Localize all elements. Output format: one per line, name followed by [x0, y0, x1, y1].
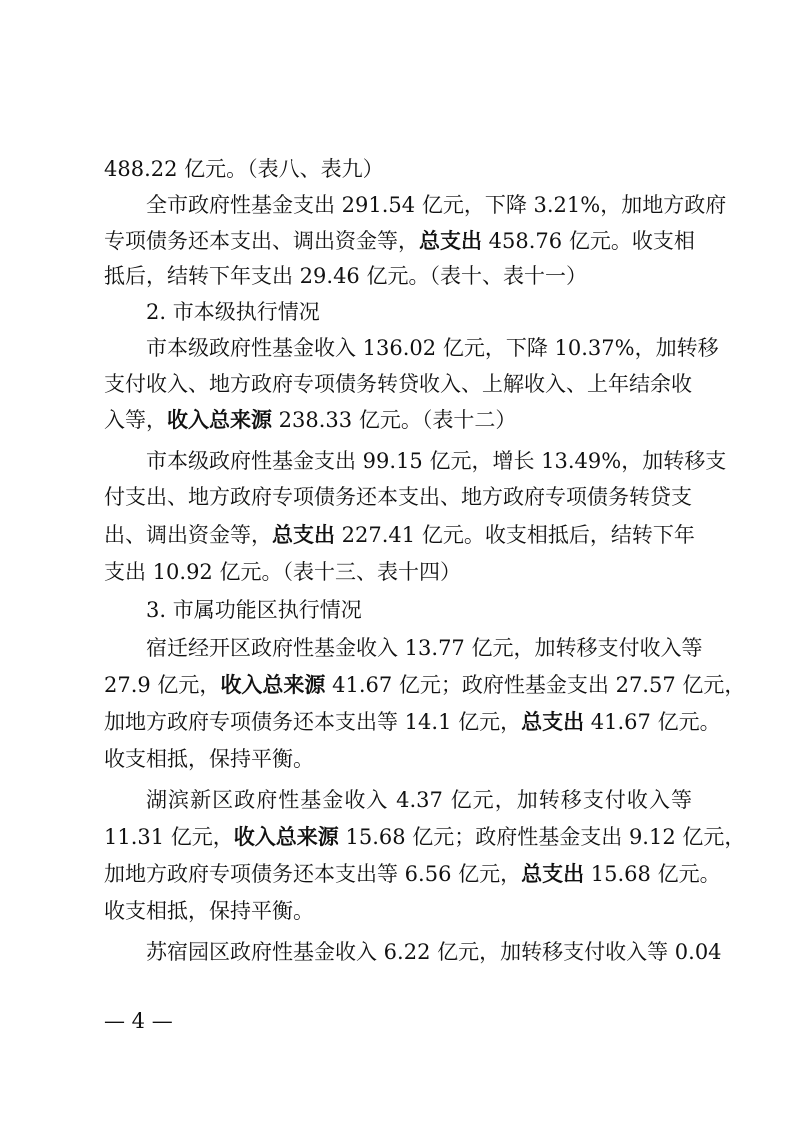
- bold-term: 总支出: [521, 862, 585, 886]
- text-line: 11.31 亿元，收入总来源 15.68 亿元；政府性基金支出 9.12 亿元，: [104, 825, 746, 849]
- text-line: 抵后，结转下年支出 29.46 亿元。（表十、表十一）: [104, 264, 587, 288]
- text-line: 加地方政府专项债务还本支出等 14.1 亿元，总支出 41.67 亿元。: [104, 710, 721, 734]
- text-line: 支付收入、地方政府专项债务转贷收入、上解收入、上年结余收: [104, 372, 692, 396]
- section-heading: 3. 市属功能区执行情况: [146, 598, 362, 622]
- text-line: 湖滨新区政府性基金收入 4.37 亿元，加转移支付收入等: [146, 788, 692, 812]
- bold-term: 总支出: [419, 229, 482, 253]
- text-line: 出、调出资金等，总支出 227.41 亿元。收支相抵后，结转下年: [104, 523, 695, 547]
- text-line: 市本级政府性基金支出 99.15 亿元，增长 13.49%，加转移支: [146, 449, 727, 473]
- text-line: 27.9 亿元，收入总来源 41.67 亿元；政府性基金支出 27.57 亿元，: [104, 673, 746, 697]
- bold-term: 收入总来源: [220, 673, 326, 697]
- text-line: 收支相抵，保持平衡。: [104, 747, 314, 771]
- text-line: 全市政府性基金支出 291.54 亿元，下降 3.21%，加地方政府: [146, 193, 727, 217]
- text-line: 收支相抵，保持平衡。: [104, 899, 314, 923]
- bold-term: 总支出: [272, 523, 335, 547]
- bold-term: 总支出: [521, 710, 585, 734]
- text-line: 付支出、地方政府专项债务还本支出、地方政府专项债务转贷支: [104, 485, 692, 509]
- page-number: — 4 —: [104, 1009, 173, 1033]
- bold-term: 收入总来源: [233, 825, 339, 849]
- text-line: 支出 10.92 亿元。（表十三、表十四）: [104, 560, 461, 584]
- bold-term: 收入总来源: [167, 408, 272, 432]
- text-line: 入等，收入总来源 238.33 亿元。（表十二）: [104, 408, 517, 432]
- text-line: 苏宿园区政府性基金收入 6.22 亿元，加转移支付收入等 0.04: [146, 940, 722, 964]
- text-line: 488.22 亿元。（表八、表九）: [104, 157, 384, 181]
- text-line: 市本级政府性基金收入 136.02 亿元，下降 10.37%，加转移: [146, 336, 719, 360]
- section-heading: 2. 市本级执行情况: [146, 300, 320, 324]
- text-line: 宿迁经开区政府性基金收入 13.77 亿元，加转移支付收入等: [146, 636, 703, 660]
- text-line: 加地方政府专项债务还本支出等 6.56 亿元，总支出 15.68 亿元。: [104, 862, 721, 886]
- text-line: 专项债务还本支出、调出资金等，总支出 458.76 亿元。收支相: [104, 229, 695, 253]
